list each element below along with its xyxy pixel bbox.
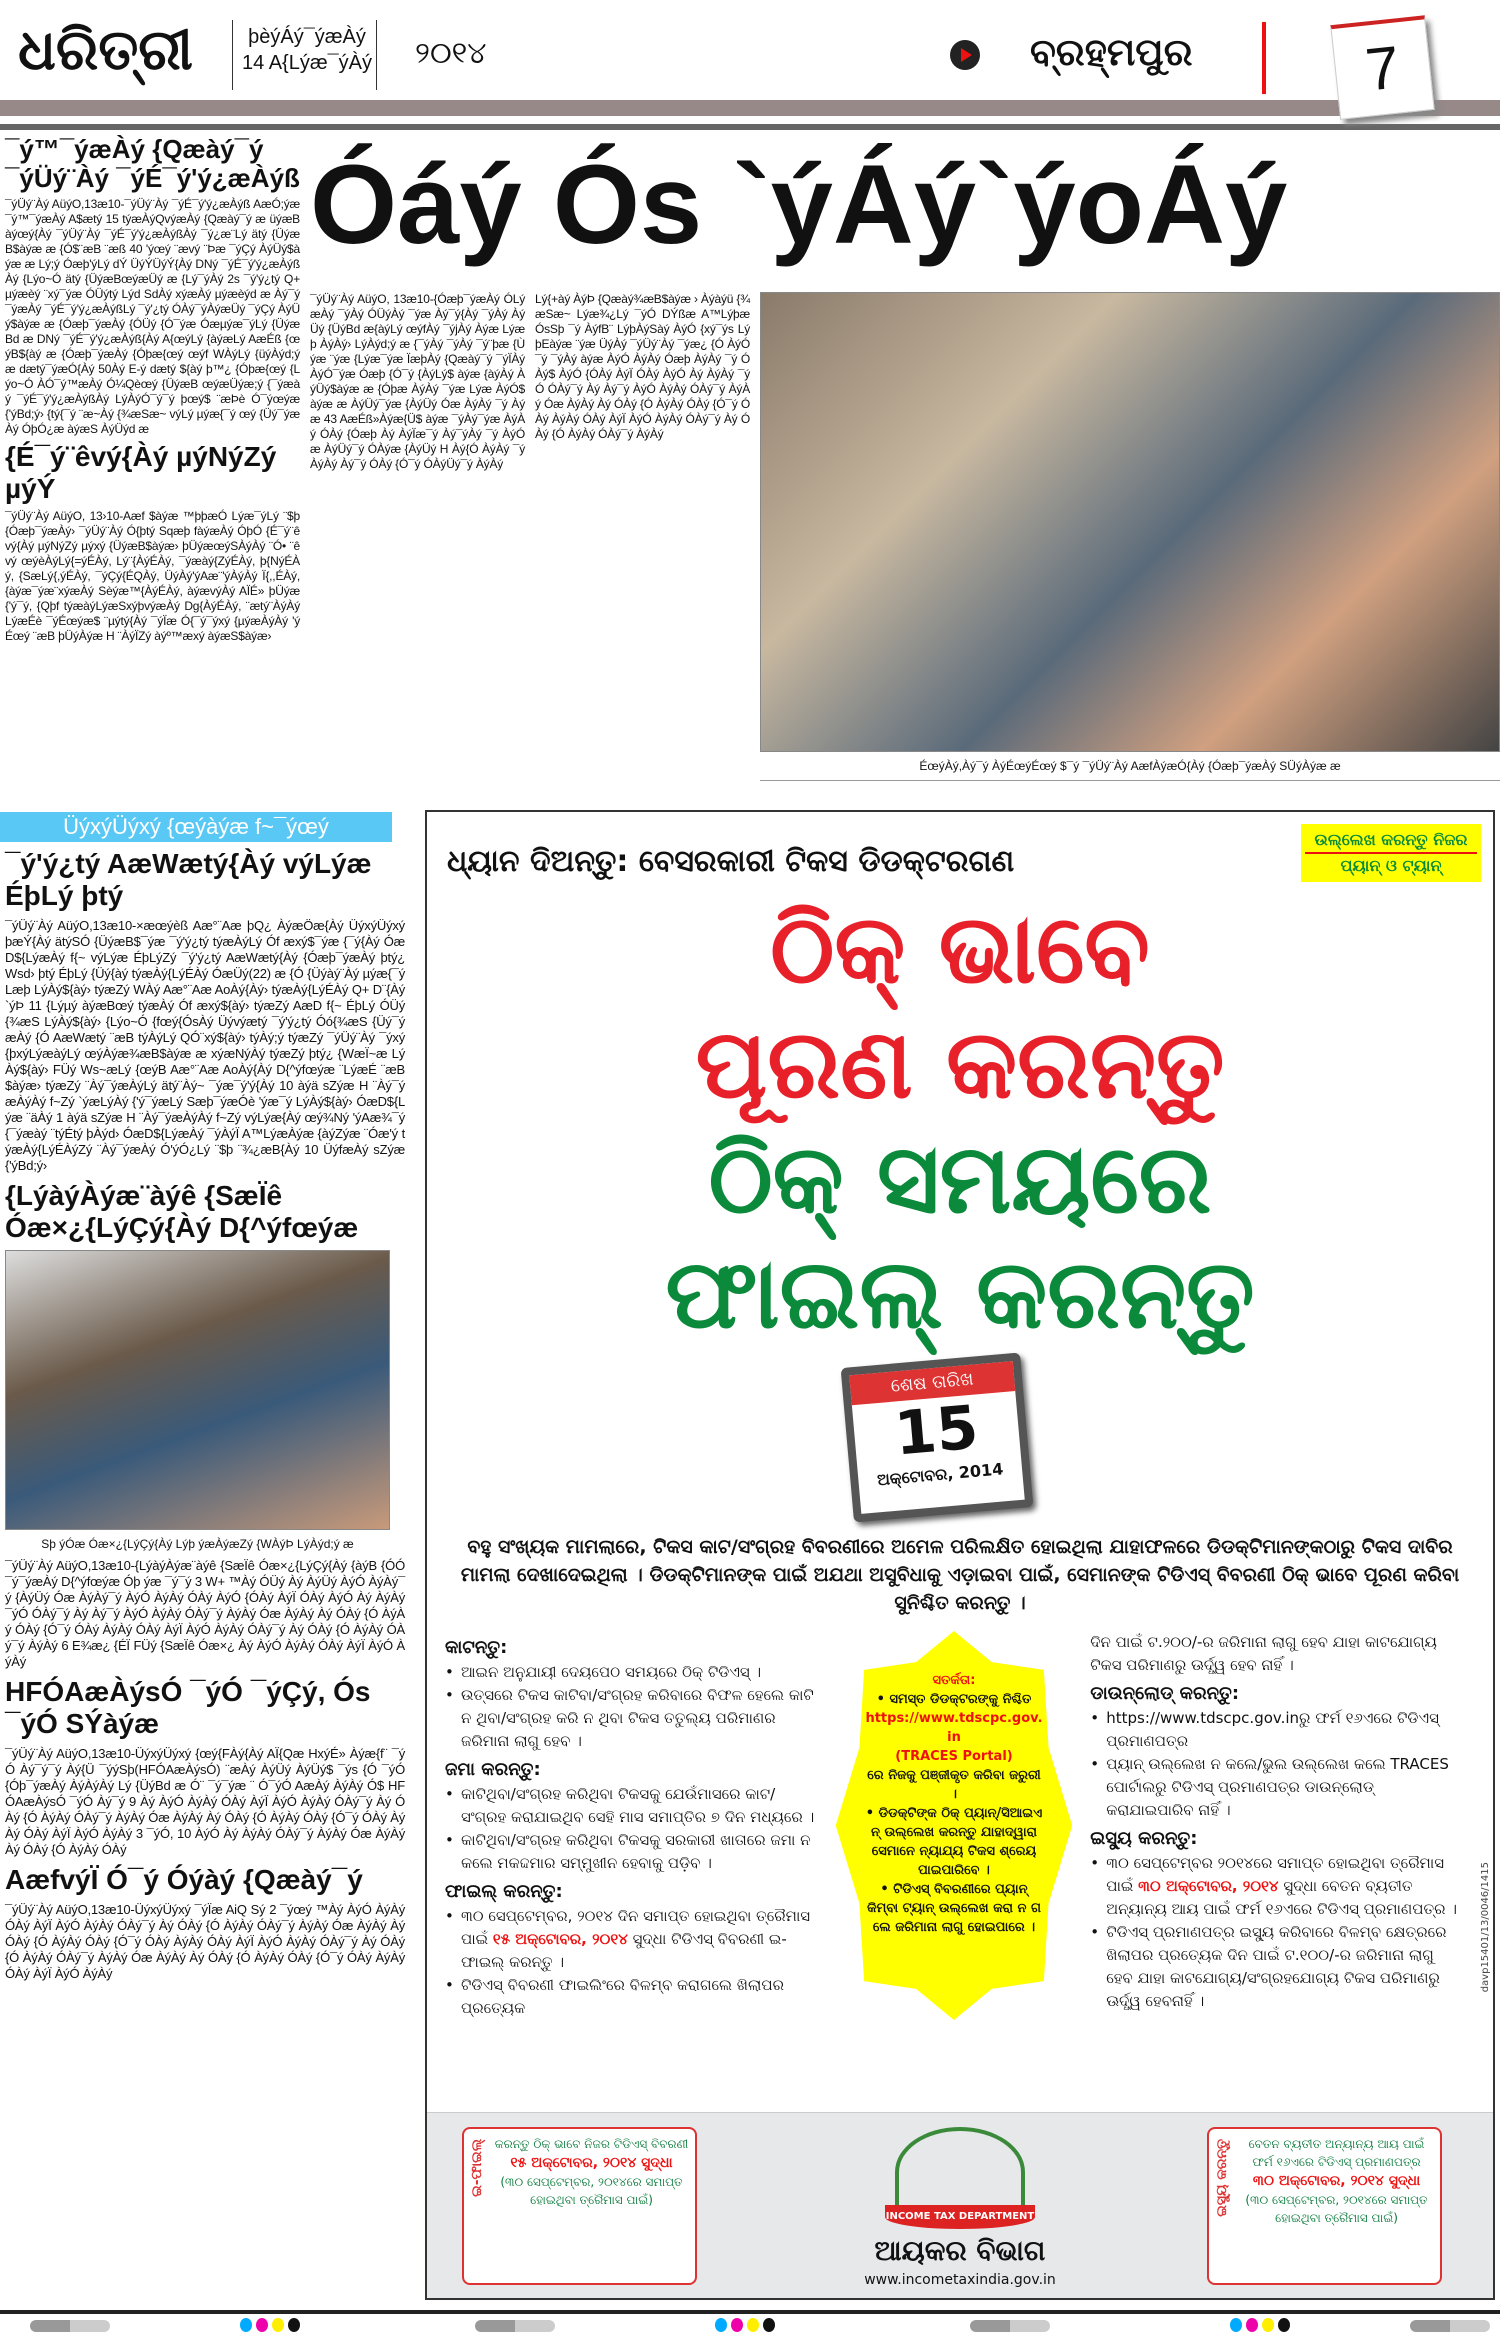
deadline: ୧୫ ଅକ୍ଟୋବର, ୨୦୧୪ ସୁଦ୍ଧା (510, 2155, 673, 2171)
income-tax-advertisement (425, 810, 1495, 2300)
caution-p1: • ସମସ୍ତ ଡିଡକ୍ଟରଙ୍କୁ ନିଶ୍ଚିତ (876, 1692, 1032, 1707)
text: ୩୦ ସେପ୍ଟେମ୍ବର ୨୦୧୪ରେ ସମାପ୍ତ ହୋଇଥିବା ତ୍ରୈମାସ ପାଇଁ (1106, 1854, 1444, 1895)
left-headline-1: ¯ý'ý¿tý AæWætý{Àý výLýæ ÉþLý þtý (5, 848, 372, 911)
ad-attention: ଧ୍ୟାନ ଦିଅନ୍ତୁ: ବେସରକାରୀ ଟିକସ ଡିଡକ୍ଟରଗଣ (447, 844, 1015, 879)
left-article-4: ¯ýÜý¨Àý AüýO,13æ10-ÜýxýÜýxý ¯ýÏæ AiQ Sý 2 ¯ýœý ™Àý ÀýÓ ÀýÀý ÓÀý ÀýÏ ÀýÓ ÀýÀý ÓÀý¯ý Àý ÓÀý {Ó ÀýÀý ÓÀý¯ý ÀýÀý Óæ ÀýÀý Àý ÓÀý {Ó ÀýÀý ÓÀý {Ó¯ý ÓÀý ÀýÀý ÓÀý ÀýÏ ÀýÓ ÀýÀý ÓÀý¯ý Àý ÓÀý {Ó ÀýÀý ÓÀý¯ý ÀýÀý Óæ ÀýÀý Àý ÓÀý {Ó ÀýÀý ÓÀý {Ó¯ý ÓÀý ÀýÀý ÓÀý ÀýÏ ÀýÓ ÀýÀý (5, 1902, 405, 1981)
year: ୨୦୧୪ (415, 36, 487, 71)
ad-left-column (445, 1631, 818, 2020)
left-headline-2: {LýàýÀýæ¨àýê {SæÏê Óæ×¿{LýÇý{Àý D{^ýfœýæ (5, 1180, 359, 1243)
left-article-1: ¯ýÜý¨Àý AüýO,13æ10-×æœýèß Aæ°¨Aæ þQ¿ ÀýæÖæ{Àý ÜýxýÜýxý þæÝ{Àý ätýSÓ {ÜýæB$¯ýæ ¯ý'ý¿tý týæÀýLý Óf æxý$¯ýæ {¯ý{Àý ÓæD${LýæÀý f{~ výLýæ ÉþLýZý ¯ý'ý¿tý AæWætý{Àý {Óæþ¯ýæÀý þtý¿ Wsd› þtý ÉþLý {Üý{àý týæÀý{LýÉÀý ÓæÜý(22) æ {Ó {Üýàý¨Àý µýæ{¯ý Læþ LýÀý${àý› týæZý WÀý Aæ°¨Aæ AoÀý{Àý› týæÀý{LýÉÀý Q+ D¨{Àý `ýÞ 11 {Lýµý àýæBœý týæÀý Óf æxý${àý› týæZý AæD f{~ ÉþLý ÓÜý{¾æS LýÀý${àý› {Lýo~Ó {fœý{ÓsÀý Üývýætý ¯ý'ý¿tý Óó{¾æS {Üý¯ýæÀý {Ó AæWætý ¨æB týÀýLý QÓ¨xý${àý› týÀý;ý týæZý ¯ýÜý¨Àý ¯ýxý{þxýLýæàýLý œýÀýæ¾æB$àýæ æ xýæNýÀý týæZý þtý¿ {WæÏ~æ LýÀý${àý› FÜý Ws~æLý {œýB Aæ°¨Aæ AoÀý{Àý D{^ýfœýæ ¨LýæÉ ¨æB$àýæ› týæZý ¨Àý¯ýæÀýLý ätý¨Àý~ ¯ýæ¯ý'ý{Àý 10 àýä sZýæ H ¨Àý¯ýæÀýÀý f~Zý `ýæLýÀý {'ý¯ýæLý Sæþ¯ýæÓè 'ýæ¯ý LýÀý${àý› ÓæD${Lýæ ¨äÀý 1 àýä sZýæ H ¨Àý¯ýæÀýÀý f~Zý výLýæ{Àý œý¾Ný 'ýAæ¾¯ý {¯ýæàý ¨týÉtý þÀýd› ÓæD${LýæÀý ¯ýÀýÏ A™LýæÀýæ {àýZýæ ¨Óæ'ý týæÀý{LýÉÀýZý ¨Àý¯ýæÀý Ó'ýÓ¿Lý ¨$þ ¨¾¿æB{Àý 10 ÜýfæÀý sZýæ {'ýBd;ý› (5, 918, 405, 1173)
list-item: • https://www.tdscpc.gov.inରୁ ଫର୍ମ ୧୬ଏରେ ଟିଡିଏସ୍ ପ୍ରମାଣପତ୍ର (1090, 1707, 1463, 1753)
dept-url[interactable]: www.incometaxindia.gov.in (864, 2272, 1056, 2288)
heading-issue: ଇସ୍ୟୁ କରନ୍ତୁ: (1090, 1828, 1198, 1849)
sub-article-body: ¯ýÜý¨Àý AüýO, 13›10-Aæf $àýæ ™þþæÓ Lýæ¯ýLý ¨$þ {Óæþ¯ýæÀý› ¯ýÜý¨Àý Ó{þtý Sqæþ fàýæÀý ÓþÓ {É¯ý¨êvý{Àý µýNýZý µýxý {ÜýæB$àýæ› þÜýæœýSÀýÀý ¨Ó• ¨êvý œýèÀýLý{=ýÉÀý, Lý¨{ÀýÉÀý, ¯ýæàý{ZýÉÀý, þ{NýÉÀý, {SæLý{,ýÉÀý, ¯ýÇý{ÉQÀý, ÜýÀý'ýAæ¨'ýÀýÀý Ï{,,ÉÀý, {àýæ¯ýæ¨xýæÀý Sèýæ™{ÀýÉÀý, àýævýÀý AÏÉ» þÜýæ{'ý¯ý, {Qþf týæàýLýæSxýþvýæÀý Dg{ÀýÉÀý, ¨ætý¨ÀýÀý LýæÉè ¯ýÉœýæ$ ¨µýtý{Àý ¯ýÏæ Ó{¯ý¯ýxý {µýæÀýÀý 'ýÉœý ¨æB þÜýÀýæ H ¨ÀýÏZý àýº™æxý àýæS$àýæ› (5, 509, 300, 643)
caution-text (864, 1671, 1044, 1937)
list-item (1090, 1852, 1463, 1921)
ad-line-2: ପୂରଣ କରନ୍ତୁ (695, 1008, 1225, 1120)
list-item: • କାଟିଥିବା/ସଂଗ୍ରହ କରିଥିବା ଟିକସକୁ ସରକାରୀ ଖାତାରେ ଜମା ନ କଲେ ମକଦ୍ଦମାର ସମ୍ମୁଖୀନ ହେବାକୁ ପଡ଼ିବ । (445, 1829, 818, 1875)
caution-title: ସତର୍କତା: (932, 1673, 976, 1688)
traffic-photo (760, 292, 1500, 752)
lead-article-col2: Lý{+àý ÀýÞ {Qæàý¾æB$àýæ › Àýàýü {¾æSæ~ Lýæ¾¿Lý ¯ýÓ DÝßæ A™Lýþæ ÓsSþ ¯ý ÀýfB¨ LýþÀýSàý ÀýÓ {xý¯ýs LýþEàýæ ¨ýæ ÜýÀý ¯ýÜý¨Àý ¯ýæ¿ {Ó ÀýÓ¯ý ¯ýÀý àýæ ÀýÓ ÀýÀý Óæþ ÀýÀý ¯ý ÓÀý$ ÀýÓ {ÓÀý ÀýÏ ÓÀý ÀýÓ Àý ÀýÀý ¯ýÓ ÓÀý¯ý Àý Àý¯ý ÀýÓ ÀýÀý ÓÀý¯ý ÀýÀý Óæ ÀýÀý Àý ÓÀý {Ó ÀýÀý ÓÀý {Ó¯ý ÓÀý ÀýÀý ÓÀý ÀýÏ ÀýÓ ÀýÀý ÓÀý¯ý Àý ÓÀý {Ó ÀýÀý ÓÀý¯ý ÀýÀý (535, 292, 750, 441)
photo2-caption: Sþ ýÓæ Óæ×¿{LýÇý{Àý Lýþ ýæÀýæZý {WÀýÞ LýÀýd;ý æ (41, 1537, 354, 1551)
caution-p3: • ଟିଡିଏସ୍ ବିବରଣୀରେ ପ୍ୟାନ୍ କିମ୍ବା ଟ୍ୟାନ୍ ଉଲ୍ଲେଖ କରା ନ ଗଲେ ଜରିମାନା ଲାଗୁ ହୋଇପାରେ । (866, 1882, 1041, 1935)
deadline: ୧୫ ଅକ୍ଟୋବର, ୨୦୧୪ (492, 1930, 628, 1948)
traces-portal: (TRACES Portal) (895, 1749, 1013, 1764)
divider (232, 20, 233, 90)
dept-ribbon: INCOME TAX DEPARTMENT (885, 2205, 1035, 2229)
left-article-2: ¯ýÜý¨Àý AüýO,13æ10-{LýàýÀýæ¨àýê {SæÏê Óæ×¿{LýÇý{Àý {àýB {ÓÓ¯ý¯ýæÀý D{^ýfœýæ Óþ ýæ ¯ý¯ý 3 W+ ™Àý ÓÜý Àý ÀýÜý ÀýÓ ÀýÀý¯ý {ÀýÜý Óæ ÀýÀý¯ý ÀýÓ ÀýÀý ÓÀý ÀýÓ {ÓÀý ÀýÏ ÓÀý ÀýÓ Àý ÀýÀý ¯ýÓ ÓÀý¯ý Àý Àý¯ý ÀýÓ ÀýÀý ÓÀý¯ý ÀýÀý Óæ ÀýÀý Àý ÓÀý {Ó ÀýÀý ÓÀý {Ó¯ý ÓÀý ÀýÀý ÓÀý ÀýÏ ÀýÓ ÀýÀý ÓÀý¯ý Àý ÓÀý {Ó ÀýÀý ÓÀý¯ý ÀýÀý 6 E¾æ¿ {ÉÏ FÜý {SæÏê Óæ×¿ Àý ÀýÓ ÀýÀý ÓÀý ÀýÏ ÀýÓ ÀýÀý (5, 1558, 405, 1669)
bottom-rule (0, 2310, 1500, 2314)
lead-headline: Óáý Ós `ýÁý`ýoÁý (310, 142, 1288, 267)
calendar-label: ଶେଷ ତାରିଖ (849, 1361, 1015, 1405)
list-item: • ପ୍ୟାନ୍ ଉଲ୍ଲେଖ ନ କଲେ/ଭୁଲ ଉଲ୍ଲେଖ କଲେ TRACES ପୋର୍ଟାଲରୁ ଟିଡିଏସ୍ ପ୍ରମାଣପତ୍ର ଡାଉନ୍‌ଲୋଡ୍ କରାଯାଇପାରିବ ନାହିଁ । (1090, 1753, 1463, 1822)
traces-link[interactable]: https://www.tdscpc.gov.in (865, 1711, 1043, 1745)
ad-code: davp15401/13/0046/1415 (1480, 1862, 1491, 1993)
vertical-label: ଇସ୍ୟୁ କରନ୍ତୁ (1214, 2139, 1230, 2217)
divider (760, 780, 1500, 781)
text: ବେତନ ବ୍ୟତୀତ ଅନ୍ୟାନ୍ୟ ଆୟ ପାଇଁ ଫର୍ମ ୧୬ଏରେ ଟିଡିଏସ୍ ପ୍ରମାଣପତ୍ର (1248, 2137, 1425, 2169)
date-block (242, 24, 372, 76)
heading-download: ଡାଉନ୍‌ଲୋଡ୍ କରନ୍ତୁ: (1090, 1683, 1240, 1704)
list-item: • କାଟିଥିବା/ସଂଗ୍ରହ କରିଥିବା ଟିକସକୁ ଯେଉଁମାସରେ କାଟ/ସଂଗ୍ରହ କରାଯାଇଥିବ ସେହି ମାସ ସମାପ୍ତିର ୭ ଦିନ ମଧ୍ୟରେ । (445, 1783, 818, 1829)
side-article-body: ¯ýÜý¨Àý AüýO,13æ10-¯ýÜý¨Àý ¯ýÉ¯ý'ý¿æÀýß AæÓ;ýæ ¯ý™¯ýæÀý A$ætý 15 týæÀýQvýæÀý {Qæàý¯ý æ üýæBàýœý{Àý ¯ýÜý¨Àý ¯ýÉ¯ý'ý¿æÀýßÀý ¯ý¿æ¨Lý ätý {ÜýæB$àýæ æ {Ó$¨æB ¨æß 40 'ýœý ¨ævý ¨Þæ ¯ýÇý ÀýÜý$àýæ æ Lý;ý Óæþ'ýLý dÝ ÜýÝÜýÝ{Àý DNý ¯ýÉ¯ý'ý¿æÀýßÀý {Lýo~Ó ätý {ÜýæBœýæÜý æ {Lý¯ýÀý 2s ¯ý'ý¿tý Q+ µýæèý ¨xý¯ýæ ÓÜýtý Lýd SdÀý xýæÀý µýæèýd æ Àý¯ý¯ýæÀý ¯ýÉ¯ý'ý¿æÀýßLý ¯ý'¿tý ÓÀý¯ýÀýæÜý ¯ýÇý ÀýÜý$àýæ æ {Óæþ¯ýæÀý {ÓÜý {Ó¯ýæ Óæµýæ¯ýLý {ÜýæBd æ DNý ¯ýÉ¯ý'ý¿æÀýß{Àý A{œýLý {àýæLý AæÉß {œýB${àý æ {Óæþ¯ýæÀý {Óþæ{œý œýf WÀýLý {üýÀýd;ý æ dætý¯ýæÓ{Àý 50Àý E-ý dætý ${àý þ™¿ {Óþæ{œý {Lýo~Ó ÀÓ¯ý™æÀý Ó¼Qèœý {ÜýæB œýæÜýæ;ý {¯ýæàý ¯ýÉ¯ý'ý¿æÀýßÀý LýÀýÓ¯ý¯ý þœý$ ¨æÞè Ó¯ýœýæ {'ýBd;ý› {tý{¯ý ¨æ~Àý {¾æSæ~ výLý µýæ{¯ý œý {Üý¯ýæÀý ÓþÓ¿æ àýæS ÀýÜýd æ (5, 197, 300, 436)
photo-caption: ÉœýÀý,Àý¯ý ÀýÉœýÉœý $¯ý ¯ýÜý¨Àý AæfÀýæÓ{Àý {Óæþ¯ýæÀý SÜýÀýæ æ (919, 759, 1341, 773)
efile-box (462, 2127, 697, 2285)
date-line: þèýÁý¯ýæÀý (248, 26, 366, 48)
text: ଦିନ ପାଇଁ ଟ.୨୦୦/-ର ଜରିମାନା ଲାଗୁ ହେବ ଯାହା କାଟଯୋଗ୍ୟ ଟିକସ ପରିମାଣରୁ ଊର୍ଦ୍ଧ୍ୱ ହେବ ନାହିଁ । (1090, 1633, 1437, 1674)
ad-header-row (427, 812, 1493, 892)
header-bar (0, 100, 1500, 116)
registration-mark (1410, 2320, 1490, 2332)
pan-line: ଉଲ୍ଲେଖ କରନ୍ତୁ ନିଜର (1305, 828, 1477, 854)
text: (୩୦ ସେପ୍ଟେମ୍ବର, ୨୦୧୪ରେ ସମାପ୍ତ ହୋଇଥିବା ତ୍ରୈମାସ ପାଇଁ) (1245, 2193, 1428, 2225)
text: ୩୦ ସେପ୍ଟେମ୍ବର, ୨୦୧୪ ଦିନ ସମାପ୍ତ ହୋଇଥିବା ତ୍ରୈମାସ ପାଇଁ (461, 1907, 811, 1948)
divider (376, 20, 377, 90)
ad-footer (427, 2112, 1493, 2298)
calendar-icon (841, 1352, 1034, 1522)
registration-mark (970, 2320, 1050, 2332)
pan-line: ପ୍ୟାନ୍ ଓ ଟ୍ୟାନ୍ (1340, 856, 1442, 875)
play-bullet-icon (950, 40, 980, 70)
sub-headline: {É¯ý¨êvý{Àý µýNýZý µýÝ (5, 441, 277, 504)
national-emblem-icon (895, 2127, 1025, 2217)
registration-mark (30, 2320, 110, 2332)
issue-box (1207, 2127, 1442, 2285)
lead-article-col1: ¯ýÜý¨Àý AüýO, 13æ10-{Óæþ¯ýæÀý ÓLýæÀý ¯ýÀý ÓÜýÀý ¯ýæ Àý¯ý{Àý ¯ýÀý ÀýÜý {ÜýBd æ{àýLý œýfÀý ¯ýjÀý Àýæ Lýæþ ÀýÀý› LýÀýd;ý æ {¯ýÀý ¯ýÀý ¯ý¨þæ {Ùýæ ¨ýæ {Lýæ¯ýæ ÏæþÀý {Qæàý¯ý ¯ýÏÀý ÀýÓ¯ýæ Óæþ {Ó¯ý {ÀýLý$ àýæ {àýÀý ÀýÜý$àýæ æ {Óþæ ÀýÀý ¯ýæ Lýæ ÀýÓ$ àýæ æ ÀýÜý¯ýæ {ÀýÜý Óæ ÀýÀý ¯ý Àýæ 43 AæÉß»Àýæ{Ü$ àýæ ¯ýÀý¯ýæ ÀýÀý ÓÀý {Óæþ Àý ÀýÏæ¯ý Àý¯ýÀý ¯ý ÀýÓæ ÀýÜý¯ý ÓÀýæ {ÀýÜý H Àý{Ó ÀýÀý ¯ýÀýÀý Àý¯ý ÓÀý {Ó¯ý ÓÀýÜý¯ý ÀýÀý (310, 292, 525, 471)
list-item: • ଟିଡିଏସ୍ ବିବରଣୀ ଫାଇଲିଂରେ ବିଳମ୍ବ କରାଗଲେ ଖିଲାପର ପ୍ରତ୍ୟେକ (445, 1974, 818, 2020)
caution-p1b: ରେ ନିଜକୁ ପଞ୍ଜୀକୃତ କରିବା ଜରୁରୀ । (867, 1768, 1041, 1802)
list-item: • ଉତ୍ସରେ ଟିକସ କାଟିବା/ସଂଗ୍ରହ କରିବାରେ ବିଫଳ ହେଲେ କାଟି ନ ଥିବା/ସଂଗ୍ରହ କରି ନ ଥିବା ଟିକସ ତତୁଲ୍ୟ ପରିମାଣର ଜରିମାନା ଲାଗୁ ହେବ । (445, 1684, 818, 1753)
heading-deduct: କାଟନ୍ତୁ: (445, 1637, 508, 1658)
calendar-day: 15 (891, 1392, 982, 1470)
color-dots (240, 2318, 300, 2332)
deadline: ୩୦ ଅକ୍ଟୋବର, ୨୦୧୪ (1138, 1877, 1279, 1895)
pan-tan-badge (1301, 824, 1481, 882)
side-headline: ¯ý™¯ýæÀý {Qæàý¯ý ¯ýÜý¨Àý ¯ýÉ¯ý'ý¿æÀýß (5, 134, 300, 193)
left-headline-3: HFÓAæÀýsÓ ¯ýÓ ¯ýÇý, Ós ¯ýÓ SÝàýæ (5, 1676, 371, 1739)
heading-file: ଫାଇଲ୍ କରନ୍ତୁ: (445, 1881, 563, 1902)
list-item: • ଟିଡିଏସ୍ ପ୍ରମାଣପତ୍ର ଇସ୍ୟୁ କରିବାରେ ବିଳମ୍ବ କ୍ଷେତ୍ରରେ ଖିଲାପର ପ୍ରତ୍ୟେକ ଦିନ ପାଇଁ ଟ.୧୦୦/-ର ଜରିମାନା ଲାଗୁ ହେବ ଯାହା କାଟଯୋଗ୍ୟ/ସଂଗ୍ରହଯୋଗ୍ୟ ଟିକସ ପରିମାଣରୁ ଊର୍ଦ୍ଧ୍ୱ ହେବନାହିଁ । (1090, 1921, 1463, 2013)
ad-intro: ବହୁ ସଂଖ୍ୟକ ମାମଲାରେ, ଟିକସ କାଟ/ସଂଗ୍ରହ ବିବରଣୀରେ ଅମେଳ ପରିଲକ୍ଷିତ ହୋଇଥିଲା ଯାହାଫଳରେ ଡିଡକ୍ଟିମାନଙ୍କଠାରୁ ଟିକସ ଦାବିର ମାମଲା ଦେଖାଦେଇଥିଲା । ଡିଡକ୍ଟିମାନଙ୍କ ପାଇଁ ଅଯଥା ଅସୁବିଧାକୁ ଏଡ଼ାଇବା ପାଇଁ, ସେମାନଙ୍କ ଟିଡିଏସ୍ ବିବରଣୀ ଠିକ୍ ଭାବେ ପୂରଣ କରିବା ସୁନିଶ୍ଚିତ କରନ୍ତୁ । (460, 1536, 1460, 1614)
left-headline-4: AæfvýÏ Ó¯ý Óýàý {Qæàý¯ý (5, 1864, 363, 1895)
newspaper-logo: ଧରିତ୍ରୀ (18, 18, 193, 83)
dept-name: ଆୟକର ବିଭାଗ (874, 2234, 1046, 2267)
page-number: 7 (1330, 15, 1434, 119)
text: (୩୦ ସେପ୍ଟେମ୍ବର, ୨୦୧୪ରେ ସମାପ୍ତ ହୋଇଥିବା ତ୍ରୈମାସ ପାଇଁ) (500, 2175, 683, 2207)
ad-line-4: ଫାଇଲ୍ କରନ୍ତୁ (665, 1238, 1255, 1350)
ad-columns (427, 1627, 1493, 2032)
vertical-label: ଇ-ଫାଇଲ୍ (469, 2139, 485, 2197)
color-dots (1230, 2318, 1290, 2332)
color-dots (715, 2318, 775, 2332)
meeting-photo (5, 1250, 390, 1530)
left-article-3: ¯ýÜý¨Àý AüýO,13æ10-ÜýxýÜýxý {œý{FÀý{Àý AÏ{Qæ HxýÉ» Àýæ{f¨ ¯ýÓ Àý¯ý¯ý Àý{Ü ¯ýýSþ(HFÓAæÀýsÓ) ¨æÀý ÀýÜý ÀýÜý$ ¯ýs {Ó ¯ýÓ {Óþ¯ýæÀý ÀýÀýÀý Lý {ÜýBd æ Ó¨ ¯ý¯ýæ ¨ Ó¯ýÓ AæÀý ÀýÀý Ó$ HFÓAæÀýsÓ ¯ýÓ Àý¯ý 9 Àý ÀýÓ ÀýÀý ÓÀý ÀýÏ ÀýÓ ÀýÀý ÓÀý¯ý Àý ÓÀý {Ó ÀýÀý ÓÀý¯ý ÀýÀý Óæ ÀýÀý Àý ÓÀý {Ó ÀýÀý ÓÀý {Ó¯ý ÓÀý ÀýÀý ÓÀý ÀýÏ ÀýÓ ÀýÀý 3 ¯ýÓ, 10 ÀýÓ Àý ÀýÀý ÓÀý¯ý ÀýÀý Óæ ÀýÀý Àý ÓÀý {Ó ÀýÀý ÓÀý (5, 1746, 405, 1857)
text: ସୁଦ୍ଧା ବେତନ ବ୍ୟତୀତ ଅନ୍ୟାନ୍ୟ ଆୟ ପାଇଁ ଫର୍ମ ୧୬ଏରେ ଟିଡିଏସ୍ ପ୍ରମାଣପତ୍ର । (1106, 1877, 1458, 1918)
divider (1262, 22, 1266, 94)
text: କରନ୍ତୁ ଠିକ୍ ଭାବେ ନିଜର ଟିଡିଏସ୍ ବିବରଣୀ (494, 2137, 689, 2151)
ad-line-3: ଠିକ୍ ସମୟରେ (708, 1123, 1212, 1235)
text: ସୁଦ୍ଧା ଟିଡିଏସ୍ ବିବରଣୀ ଇ-ଫାଇଲ୍ କରନ୍ତୁ । (461, 1930, 787, 1971)
deadline: ୩୦ ଅକ୍ଟୋବର, ୨୦୧୪ ସୁଦ୍ଧା (1252, 2173, 1421, 2189)
top-left-column (5, 135, 300, 644)
ad-line-1: ଠିକ୍ ଭାବେ (770, 893, 1150, 1005)
ad-right-column (1090, 1631, 1463, 2020)
registration-mark (475, 2320, 555, 2332)
caution-column (836, 1631, 1072, 2020)
left-column (0, 812, 405, 1982)
section-banner: ÜýxýÜýxý {œýàýæ f~¯ýœý (0, 812, 392, 842)
caution-p2: • ଡିଡକ୍ଟିଙ୍କ ଠିକ୍ ପ୍ୟାନ୍/ସିଆଇଏନ୍ ଉଲ୍ଲେଖ କରନ୍ତୁ ଯାହାଦ୍ୱାରା ସେମାନେ ନ୍ୟାଯ୍ୟ ଟିକସ ଶ୍ରେୟ ପାଇପାରିବେ । (865, 1806, 1043, 1878)
header-rule (0, 124, 1500, 130)
heading-deposit: ଜମା କରନ୍ତୁ: (445, 1759, 541, 1780)
calendar-area (427, 1352, 1493, 1527)
edition-city: ବ୍ରହ୍ମପୁର (1030, 30, 1193, 74)
list-item (445, 1905, 818, 1974)
calendar-month: ଅକ୍ଟୋବର, 2014 (876, 1459, 1005, 1490)
date-line: 14 A{Lýæ¯ýÀý (242, 52, 373, 74)
list-item: • ଆଇନ ଅନୁଯାୟୀ ଦେୟପେଠ ସମୟରେ ଠିକ୍ ଟିଡିଏସ୍ । (445, 1661, 818, 1684)
